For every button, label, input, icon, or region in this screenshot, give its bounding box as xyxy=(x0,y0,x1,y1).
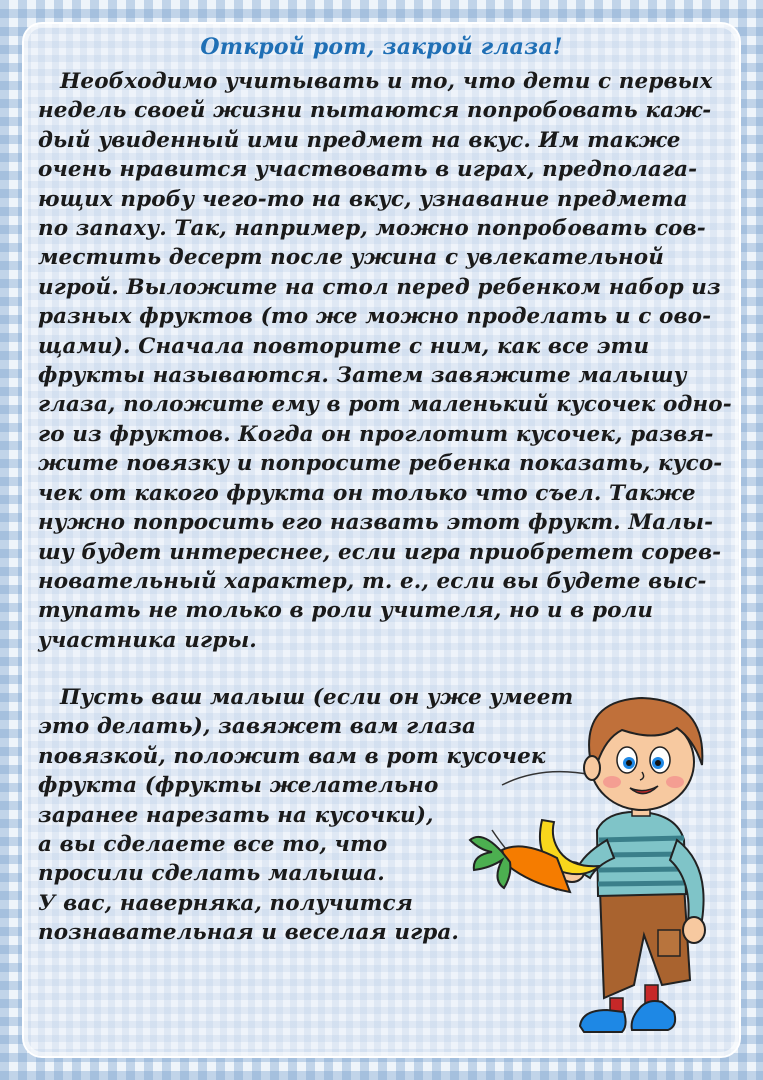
text-line: участника игры. xyxy=(38,627,257,653)
text-line: шу будет интереснее, если игра приобретет сорев- xyxy=(38,539,722,565)
text-line: го из фруктов. Когда он проглотит кусочек, развя- xyxy=(38,421,714,447)
text-line: фрукты называются. Затем завяжите малышу xyxy=(38,363,687,389)
text-line: а вы сделаете все то, что xyxy=(38,832,388,858)
paragraph-2 xyxy=(38,683,574,948)
paragraph-1 xyxy=(38,67,732,655)
text-line: нужно попросить его назвать этот фрукт. Малы- xyxy=(38,510,714,536)
text-line: Пусть ваш малыш (если он уже умеет xyxy=(60,685,574,710)
text-line: У вас, наверняка, получится xyxy=(38,890,413,916)
boy-with-fruit-illustration xyxy=(462,680,732,1040)
text-line: познавательная и веселая игра. xyxy=(38,920,460,946)
text-line: ющих пробу чего-то на вкус, узнавание предмета xyxy=(38,186,688,212)
text-line: просили сделать малыша. xyxy=(38,861,385,887)
text-line: местить десерт после ужина с увлекательной xyxy=(38,245,664,271)
text-line: глаза, положите ему в рот маленький кусочек одно- xyxy=(38,392,732,418)
text-line: повязкой, положит вам в рот кусочек xyxy=(38,743,546,769)
text-line: новательный характер, т. е., если вы будете выс- xyxy=(38,568,707,594)
text-line: жите повязку и попросите ребенка показать, кусо- xyxy=(38,451,723,477)
text-line: очень нравится участвовать в играх, предполага- xyxy=(38,157,698,183)
text-line: щами). Сначала повторите с ним, как все эти xyxy=(38,333,650,359)
text-line: разных фруктов (то же можно проделать и с ово- xyxy=(38,304,712,330)
text-line: тупать не только в роли учителя, но и в роли xyxy=(38,598,654,624)
text-line: заранее нарезать на кусочки), xyxy=(38,802,434,828)
text-line: игрой. Выложите на стол перед ребенком набор из xyxy=(38,274,721,300)
text-line: по запаху. Так, например, можно попробовать сов- xyxy=(38,216,706,242)
text-line: Необходимо учитывать и то, что дети с первых xyxy=(60,69,713,94)
text-line: это делать), завяжет вам глаза xyxy=(38,714,477,740)
text-line: чек от какого фрукта он только что съел. Также xyxy=(38,480,696,506)
text-line: дый увиденный ими предмет на вкус. Им также xyxy=(38,127,681,153)
text-line: фрукта (фрукты желательно xyxy=(38,773,439,799)
text-line: недель своей жизни пытаются попробовать каж- xyxy=(38,98,712,124)
page-title: Открой рот, закрой глаза! xyxy=(200,34,563,60)
